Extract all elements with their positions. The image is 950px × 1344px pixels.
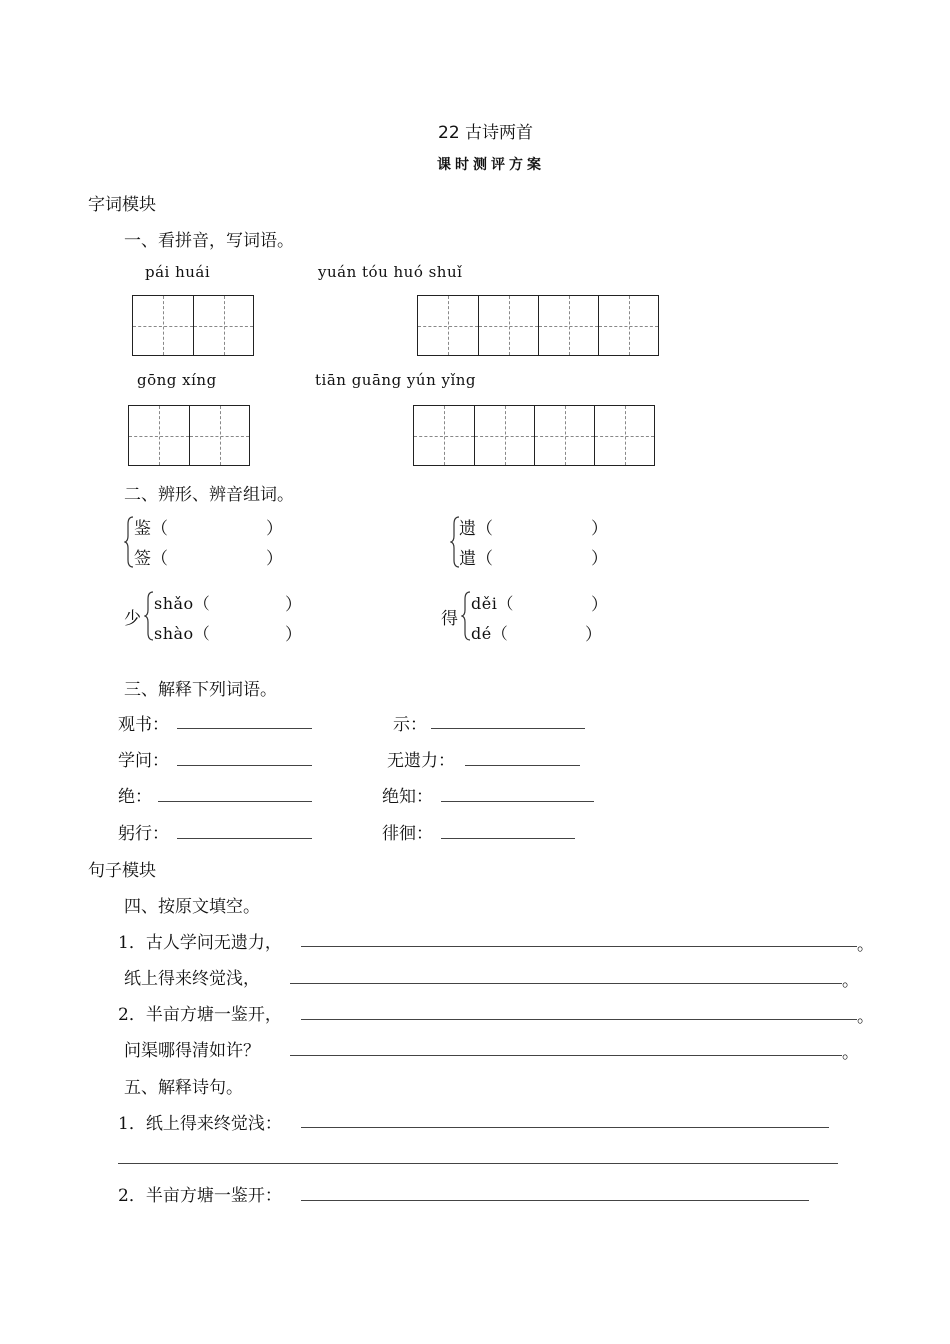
term-label: 观书：: [118, 715, 169, 735]
line-end: 。: [842, 1043, 859, 1063]
polyphone-2-char: 得: [441, 609, 458, 629]
pair-2-char-b: 遣（: [459, 549, 493, 569]
pinyin-1: pái huái: [145, 263, 211, 281]
polyphone-1-reading-2-close: ）: [285, 625, 302, 645]
section-heading-sentences: 句子模块: [88, 861, 156, 881]
term-label: 徘徊：: [382, 824, 433, 844]
polyphone-1-char: 少: [124, 609, 141, 629]
polyphone-2-reading-1-close: ）: [591, 595, 608, 615]
page-title: 22 古诗两首: [438, 123, 534, 143]
explain-line-2: [118, 1181, 282, 1206]
pair-2-char-a-close: ）: [591, 519, 608, 539]
polyphone-1-reading-2: shào（: [154, 624, 211, 643]
section-heading-words: 字词模块: [88, 195, 156, 215]
answer-blank[interactable]: [177, 765, 312, 766]
grid-cell[interactable]: [594, 406, 654, 465]
item-number: 1．: [118, 1114, 146, 1134]
answer-blank[interactable]: [290, 983, 842, 984]
line-end: 。: [857, 1007, 874, 1027]
term-label: 学问：: [118, 751, 169, 771]
grid-cell[interactable]: [193, 296, 253, 355]
term-label: 示：: [393, 715, 427, 735]
pair-1-char-a: 鉴（: [134, 519, 168, 539]
item-number: 2．: [118, 1186, 146, 1206]
line-text: 纸上得来终觉浅，: [124, 969, 260, 989]
item-number: 2．: [118, 1005, 146, 1025]
page-subtitle: 课时测评方案: [437, 157, 545, 173]
grid-cell[interactable]: [534, 406, 594, 465]
answer-blank[interactable]: [118, 1163, 838, 1164]
item-number: 1．: [118, 933, 146, 953]
answer-blank[interactable]: [441, 801, 594, 802]
answer-blank[interactable]: [301, 1200, 809, 1201]
line-end: 。: [842, 971, 859, 991]
grid-cell[interactable]: [129, 406, 189, 465]
pair-2-char-b-close: ）: [591, 549, 608, 569]
pinyin-3: gōng xíng: [137, 371, 217, 389]
answer-blank[interactable]: [441, 838, 575, 839]
term-label: 无遗力：: [387, 751, 455, 771]
fill-line-1: [118, 928, 282, 953]
brace-icon: [124, 516, 134, 568]
answer-blank[interactable]: [301, 1019, 857, 1020]
grid-cell[interactable]: [189, 406, 249, 465]
question-5-label: 五、解释诗句。: [124, 1078, 243, 1098]
polyphone-1-reading-1: shǎo（: [154, 594, 211, 613]
question-4-label: 四、按原文填空。: [124, 897, 260, 917]
fill-line-3: [118, 1000, 282, 1025]
answer-blank[interactable]: [177, 838, 312, 839]
writing-grid-3[interactable]: [128, 405, 250, 466]
grid-cell[interactable]: [478, 296, 538, 355]
polyphone-2-reading-2: dé（: [471, 624, 509, 643]
question-2-label: 二、辨形、辨音组词。: [124, 485, 294, 505]
answer-blank[interactable]: [158, 801, 312, 802]
term-label: 躬行：: [118, 824, 169, 844]
pair-1-char-a-close: ）: [266, 519, 283, 539]
line-text: 问渠哪得清如许？: [124, 1041, 260, 1061]
grid-cell[interactable]: [133, 296, 193, 355]
line-text: 古人学问无遗力，: [145, 933, 282, 953]
answer-blank[interactable]: [177, 728, 312, 729]
fill-line-4: [124, 1036, 260, 1061]
pair-1-char-b: 签（: [134, 549, 168, 569]
polyphone-1-reading-1-close: ）: [285, 595, 302, 615]
writing-grid-1[interactable]: [132, 295, 254, 356]
line-text: 半亩方塘一鉴开：: [145, 1186, 282, 1206]
term-label: 绝：: [118, 787, 152, 807]
fill-line-2: [124, 964, 260, 989]
grid-cell[interactable]: [418, 296, 478, 355]
polyphone-2-reading-2-close: ）: [585, 625, 602, 645]
explain-line-1: [118, 1109, 282, 1134]
grid-cell[interactable]: [474, 406, 534, 465]
polyphone-2-reading-1: děi（: [471, 594, 514, 613]
answer-blank[interactable]: [431, 728, 585, 729]
line-text: 半亩方塘一鉴开，: [145, 1005, 282, 1025]
grid-cell[interactable]: [598, 296, 658, 355]
grid-cell[interactable]: [538, 296, 598, 355]
question-3-label: 三、解释下列词语。: [124, 680, 277, 700]
answer-blank[interactable]: [465, 765, 580, 766]
answer-blank[interactable]: [290, 1055, 842, 1056]
brace-icon: [461, 591, 471, 641]
pair-2-char-a: 遗（: [459, 519, 493, 539]
grid-cell[interactable]: [414, 406, 474, 465]
answer-blank[interactable]: [301, 1127, 829, 1128]
pair-1-char-b-close: ）: [266, 549, 283, 569]
term-label: 绝知：: [382, 787, 433, 807]
brace-icon: [144, 591, 154, 641]
answer-blank[interactable]: [301, 946, 857, 947]
pinyin-2: yuán tóu huó shuǐ: [318, 263, 463, 281]
writing-grid-4[interactable]: [413, 405, 655, 466]
question-1-label: 一、看拼音，写词语。: [124, 231, 294, 251]
pinyin-4: tiān guāng yún yǐng: [315, 371, 477, 389]
writing-grid-2[interactable]: [417, 295, 659, 356]
line-end: 。: [857, 935, 874, 955]
line-text: 纸上得来终觉浅：: [145, 1114, 282, 1134]
